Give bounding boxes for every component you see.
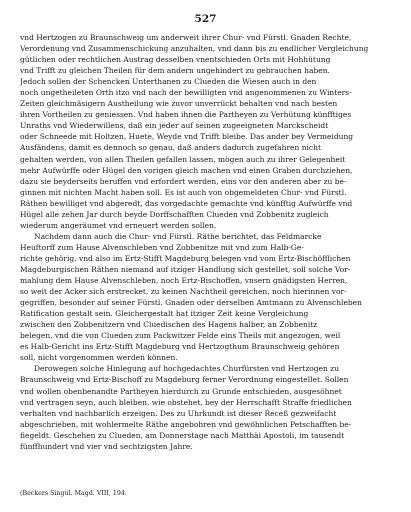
text-line: vnd Trifft zu gleichen Theilen für dem andern ungehindert zu gebrauchen haben. (20, 66, 330, 76)
text-line: Jedoch sollen der Schencken Unterthanen zu Clueden die Wiesen auch in den (20, 77, 317, 87)
text-line: wiederum angeräumet vnd erneuert werden sollen. (20, 220, 217, 230)
text-line: dazu sie beyderseits beruffen vnd erfordert werden, eins vor den anderen aber zu be- (20, 176, 347, 186)
text-line: es Halb-Gericht ins Ertz-Stifft Magdeburg vnd Hertzogthum Braunschweig gehören (20, 342, 340, 352)
text-line: verhalten vnd nachbarlich erzeigen. Des zu Uhrkundt ist dieser Receß gezweifacht (20, 408, 337, 418)
text-line: noch ungetheileten Orth itzo vnd nach der bewilligten vnd angenommenen zu Winters- (20, 88, 352, 98)
text-line: gegriffen, besonder auf seiner Fürstl. Gnaden oder derselben Amtmann zu Alvenschleben (20, 298, 362, 308)
text-line: Unraths vnd Wiederwillens, daß ein jeder auf seinen zugeeigneten Marckscheidt (20, 121, 329, 131)
text-line: richte gehörig, vnd also im Ertz-Stifft Magdeburg belegen vnd vom Ertz-Bischöfflichen (20, 253, 351, 263)
text-line: mehr Aufwürffe oder Hügel den vorigen gleich machen vnd einen Graben durchziehen, (20, 165, 353, 175)
text-line: zwischen den Zobbenitzern vnd Cluedischen des Hagens halber, an Zobbenitz (20, 320, 318, 330)
text-line: Ratification gestalt sein. Gleichergestalt hat itziger Zeit keine Vergleichung (20, 309, 309, 319)
text-line: fünffhundert vnd vier vnd sechtzigsten Jahre. (20, 441, 193, 451)
text-line: vnd Hertzogen zu Braunschweig um anderweit ihrer Chur- vnd Fürstl. Gnaden Rechte, (20, 33, 352, 42)
text-line: vnd vertragen seyn, auch bleiben, wie obstehet, bey der Herrschafft Straffe friedlichen (20, 397, 352, 407)
text-line: belegen, vnd die von Clueden zum Packwitzer Felde eins Theils mit angezogen, weil (20, 331, 341, 341)
text-line: Braunschweig vnd Ertz-Bischoff zu Magdeburg ferner Verordnung eingestellet. Sollen (20, 375, 349, 385)
text-line: Hügel alle zehen Jar durch beyde Dorffschafften Clueden vnd Zobbenitz zugleich (20, 209, 329, 219)
text-line: Heuftorff zum Hause Alvenschleben vnd Zobbenitze mit vnd zum Halb-Ge- (20, 242, 304, 252)
text-line: Zeiten gleichmäsigern Austheilung wie zuvor unverrückt behalten vnd nach besten (20, 99, 338, 109)
page-number: 527 (194, 13, 217, 25)
document-body (20, 32, 396, 452)
text-line: so weit der Acker sich erstrecket, zu keinen Nachtheil gereichen, noch hierinnen vor- (20, 287, 347, 297)
text-line: soll, nicht vorgenommen werden können. (20, 353, 178, 363)
text-line: abgeschrieben, mit wohlermelte Räthe angebohren vnd gewöhnlichen Petschafften be- (20, 419, 352, 429)
text-line: vnd wollen obenbenandte Partheyen hierdurch zu Grunde entschieden, ausgesöhnet (20, 386, 342, 396)
text-line: Magdeburgischen Räthen niemand auf itziger Handlung sich gestellet, soll solche Vor- (20, 264, 351, 274)
text-line: ihren Vortheilen zu geniessen. Vnd haben ihnen die Partheyen zu Verhütung künfftiges (20, 110, 352, 120)
text-line: Räthen bewilliget vnd abgeredt, das vorgedachte gemachte vnd künfftig Aufwürffe vnd (20, 198, 353, 208)
text-line: Verordenung vnd Zusammenschickung anzuhalten, vnd dann bis zu endlicher Vergleichung (20, 44, 369, 54)
paragraph-first-line: Nachdem dann auch die Chur- vnd Fürstl. Räthe berichtet, das Feldmarcke (34, 231, 322, 241)
text-line: mahlung dem Hause Alvenschleben, noch Ertz-Bischoffen, vnsern gnädigsten Herren, (20, 276, 348, 286)
text-line: gehalten werden, von allen Theilen gefallen lassen, mögen auch zu ihrer Gelegenheit (20, 154, 346, 164)
paragraph-first-line: Derowegen solche Hinlegung auf hochgedachtes Churfürsten vnd Hertzogen zu (34, 364, 340, 374)
text-line: ginnen mit nichten Macht haben soll. Es ist auch von obgemeldeten Chur- vnd Fürstl. (20, 187, 347, 197)
source-footnote: (Beckers Singul. Magd. VIII, 194. (20, 490, 127, 497)
text-line: oder Schneede mit Holtzen, Huete, Weyde vnd Trifft bleibe. Das ander bey Vermeidung (20, 132, 354, 142)
text-line: fiegeldt. Geschehen zu Clueden, am Donnerstage nach Matthäi Apostoli, im tausendt (20, 430, 345, 440)
text-line: gütlichen oder rechtlichen Austrag desselben vnentschieden Orts mit Hohhütung (20, 55, 331, 65)
text-line: Ausfändens, damit es dennoch so genau, daß anders dadurch zugefahren nicht (20, 143, 321, 153)
